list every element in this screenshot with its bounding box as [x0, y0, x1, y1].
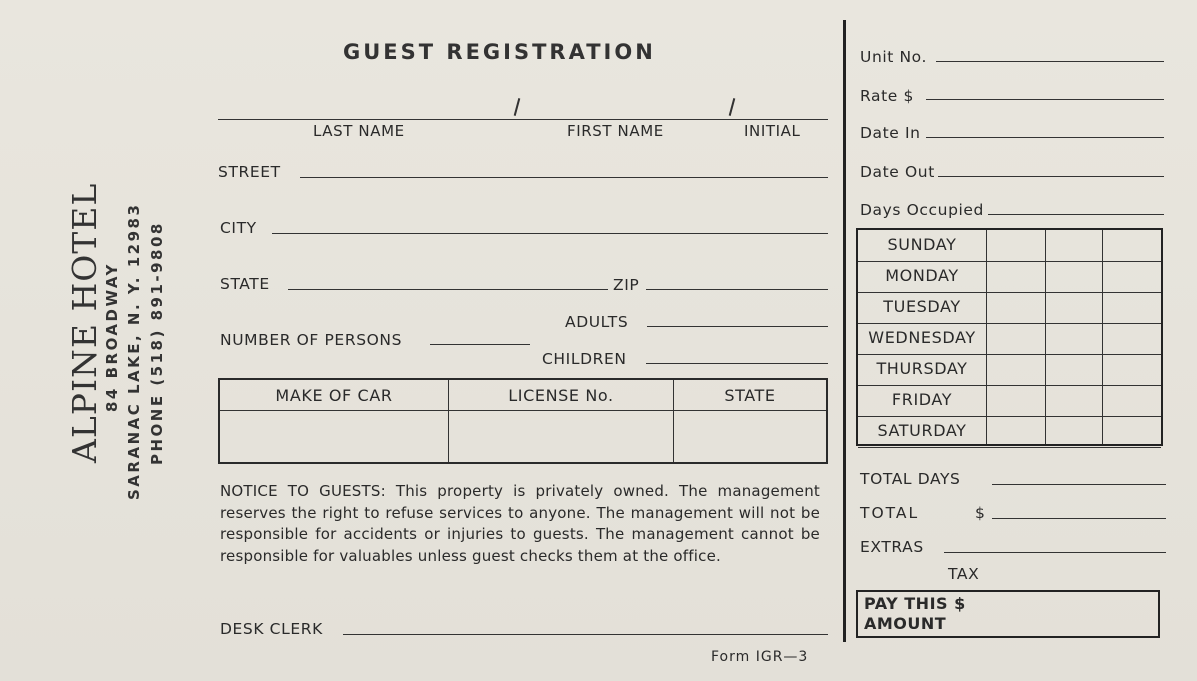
- date-in-label: Date In: [860, 124, 921, 142]
- initial-label: INITIAL: [744, 122, 801, 140]
- number-of-persons-label: NUMBER OF PERSONS: [220, 331, 403, 349]
- adults-label: ADULTS: [565, 313, 629, 331]
- state-field[interactable]: [288, 289, 608, 290]
- hotel-phone: PHONE (518) 891-9808: [148, 221, 166, 465]
- day-row[interactable]: [858, 261, 1161, 293]
- make-of-car-cell[interactable]: [222, 413, 446, 461]
- state-label: STATE: [220, 275, 270, 293]
- desk-clerk-label: DESK CLERK: [220, 620, 323, 638]
- extras-label: EXTRAS: [860, 538, 924, 556]
- total-label: TOTAL: [860, 504, 920, 522]
- number-of-persons-field[interactable]: [430, 344, 530, 345]
- days-occupied-field[interactable]: [988, 214, 1164, 215]
- hotel-name: ALPINE HOTEL: [65, 182, 104, 463]
- unit-no-label: Unit No.: [860, 48, 928, 66]
- amount-label: AMOUNT: [864, 614, 947, 633]
- unit-no-field[interactable]: [936, 61, 1164, 62]
- adults-field[interactable]: [647, 326, 828, 327]
- total-days-label: TOTAL DAYS: [860, 470, 961, 488]
- date-out-field[interactable]: [938, 176, 1164, 177]
- day-row[interactable]: [858, 292, 1161, 324]
- car-state-cell[interactable]: [676, 413, 824, 461]
- children-field[interactable]: [646, 363, 828, 364]
- zip-label: ZIP: [613, 276, 640, 294]
- days-grid-column-divider: [986, 230, 987, 444]
- license-no-cell[interactable]: [451, 413, 671, 461]
- day-row[interactable]: [858, 323, 1161, 355]
- day-row[interactable]: [858, 230, 1161, 262]
- city-label: CITY: [220, 219, 257, 237]
- children-label: CHILDREN: [542, 350, 627, 368]
- rate-field[interactable]: [926, 99, 1164, 100]
- day-label: SUNDAY: [887, 235, 957, 254]
- pay-this-label: PAY THIS $: [864, 594, 966, 613]
- day-row[interactable]: [858, 416, 1161, 448]
- desk-clerk-field[interactable]: [343, 634, 828, 635]
- first-name-label: FIRST NAME: [567, 122, 664, 140]
- city-field[interactable]: [272, 233, 828, 234]
- name-field[interactable]: [218, 119, 828, 120]
- day-label: FRIDAY: [891, 390, 953, 409]
- day-row[interactable]: [858, 385, 1161, 417]
- day-label: MONDAY: [885, 266, 959, 285]
- hotel-city-line: SARANAC LAKE, N. Y. 12983: [125, 202, 143, 500]
- car-table-header-divider: [220, 410, 826, 411]
- name-separator: [514, 98, 521, 116]
- total-field[interactable]: [992, 518, 1166, 519]
- tax-label: TAX: [948, 565, 980, 583]
- pay-amount-box[interactable]: [856, 590, 1160, 638]
- make-of-car-header: MAKE OF CAR: [275, 386, 393, 405]
- total-currency: $: [975, 504, 986, 522]
- form-title: GUEST REGISTRATION: [343, 40, 656, 64]
- day-label: THURSDAY: [876, 359, 968, 378]
- extras-field[interactable]: [944, 552, 1166, 553]
- name-separator: [729, 98, 736, 116]
- day-label: WEDNESDAY: [868, 328, 976, 347]
- form-number: Form IGR—3: [711, 649, 809, 665]
- hotel-address: 84 BROADWAY: [103, 262, 121, 412]
- panel-divider: [843, 20, 846, 642]
- days-grid-column-divider: [1102, 230, 1103, 444]
- notice-to-guests: NOTICE TO GUESTS: This property is privately owned. The management reserves the right to refuse services to anyone. The management will not be responsible for accidents or injuries to guests. The management cannot be responsible for valuables unless guest checks them at the office.: [220, 482, 820, 565]
- day-label: TUESDAY: [883, 297, 961, 316]
- day-row[interactable]: [858, 354, 1161, 386]
- zip-field[interactable]: [646, 289, 828, 290]
- car-table: [218, 378, 828, 464]
- last-name-label: LAST NAME: [313, 122, 405, 140]
- total-days-field[interactable]: [992, 484, 1166, 485]
- days-occupied-label: Days Occupied: [860, 201, 984, 219]
- days-grid-column-divider: [1045, 230, 1046, 444]
- street-label: STREET: [218, 163, 281, 181]
- day-label: SATURDAY: [877, 421, 967, 440]
- date-out-label: Date Out: [860, 163, 935, 181]
- days-grid: [856, 228, 1163, 446]
- street-field[interactable]: [300, 177, 828, 178]
- date-in-field[interactable]: [926, 137, 1164, 138]
- license-no-header: LICENSE No.: [508, 386, 614, 405]
- rate-label: Rate $: [860, 87, 914, 105]
- car-state-header: STATE: [724, 386, 776, 405]
